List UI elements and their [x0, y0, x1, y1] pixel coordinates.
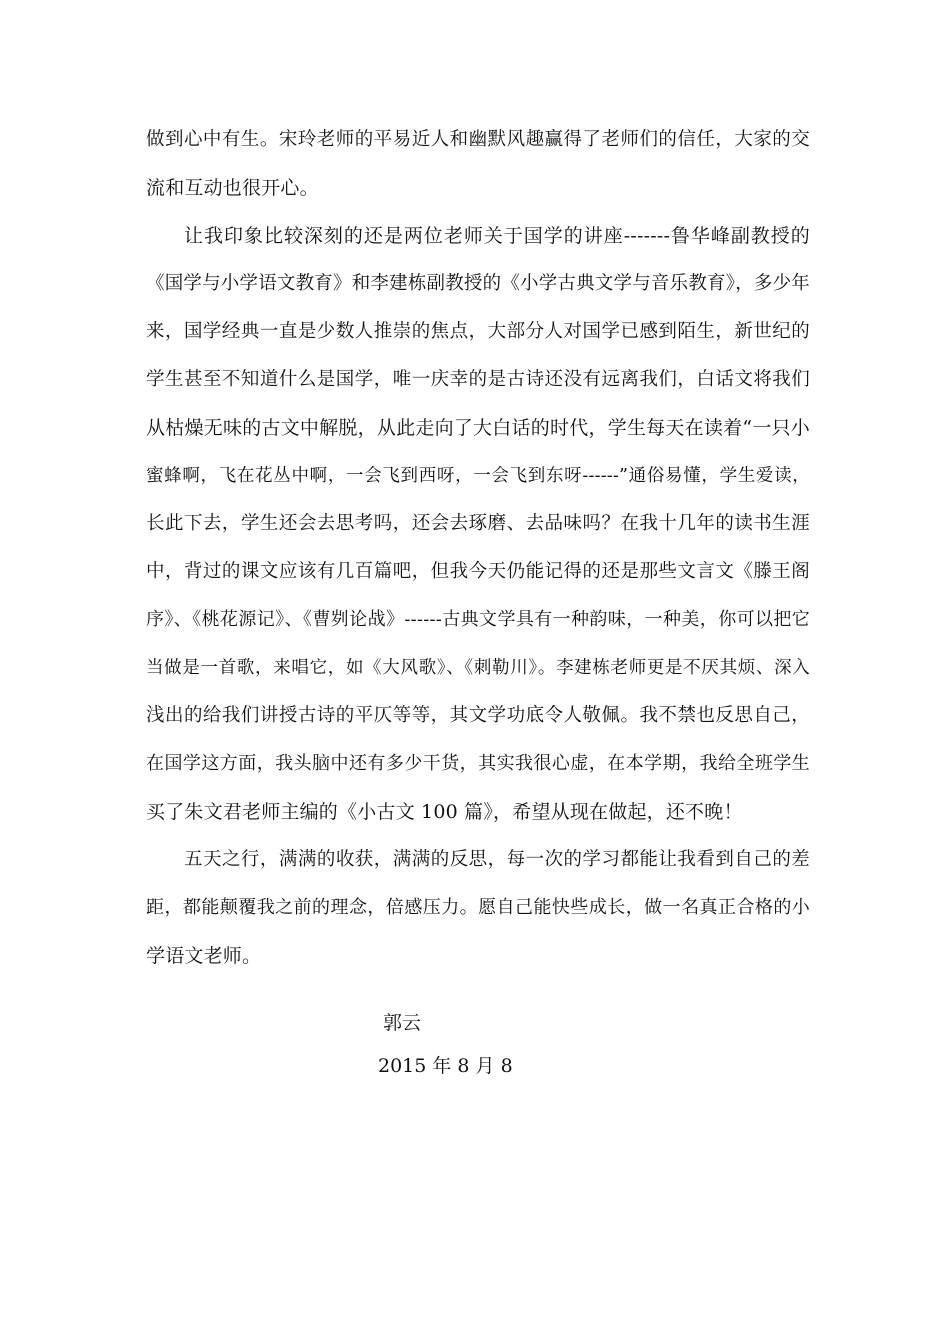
paragraph-line: 做到心中有生。宋玲老师的平易近人和幽默风趣赢得了老师们的信任，大家的交: [146, 129, 810, 150]
body-text: [146, 116, 810, 980]
paragraph-line: 学生甚至不知道什么是国学，唯一庆幸的是古诗还没有远离我们，白话文将我们: [146, 369, 810, 390]
paragraph-line: 长此下去，学生还会去思考吗，还会去琢磨、去品味吗？在我十几年的读书生涯: [146, 513, 810, 534]
paragraph-line: 从枯燥无味的古文中解脱，从此走向了大白话的时代，学生每天在读着“一只小: [146, 417, 810, 439]
paragraph-line: 来，国学经典一直是少数人推崇的焦点，大部分人对国学已感到陌生，新世纪的: [146, 321, 810, 342]
paragraph-line: 中，背过的课文应该有几百篇吧，但我今天仍能记得的还是那些文言文《滕王阁: [146, 561, 810, 582]
paragraph-line: 买了朱文君老师主编的《小古文 100 篇》，希望从现在做起，还不晚！: [146, 801, 743, 823]
paragraph-line: 五天之行，满满的收获，满满的反思，每一次的学习都能让我看到自己的差: [184, 849, 810, 870]
author-signature: 郭云: [383, 1012, 422, 1034]
paragraph-line: 《国学与小学语文教育》和李建栋副教授的《小学古典文学与音乐教育》，多少年: [146, 273, 810, 294]
paragraph-line: 距，都能颠覆我之前的理念，倍感压力。愿自己能快些成长，做一名真正合格的小: [146, 897, 810, 918]
paragraph-line: 让我印象比较深刻的还是两位老师关于国学的讲座-------鲁华峰副教授的: [184, 225, 810, 247]
paragraph-line: 学语文老师。: [146, 945, 262, 967]
paragraph-line: 在国学这方面，我头脑中还有多少干货，其实我很心虚，在本学期，我给全班学生: [146, 753, 810, 774]
paragraph-line: 流和互动也很开心。: [146, 177, 319, 199]
paragraph-line: 当做是一首歌，来唱它，如《大风歌》、《刺勒川》。李建栋老师更是不厌其烦、深入: [146, 658, 810, 678]
paragraph-line: 浅出的给我们讲授古诗的平仄等等，其文学功底令人敬佩。我不禁也反思自己，: [146, 705, 810, 726]
paragraph-line: 蜜蜂啊，飞在花丛中啊，一会飞到西呀，一会飞到东呀------”通俗易懂，学生爱读，: [146, 466, 810, 486]
document-date: 2015 年 8 月 8: [378, 1055, 513, 1077]
paragraph-line: 序》、《桃花源记》、《曹刿论战》------古典文学具有一种韵味，一种美，你可以把它: [146, 609, 810, 630]
